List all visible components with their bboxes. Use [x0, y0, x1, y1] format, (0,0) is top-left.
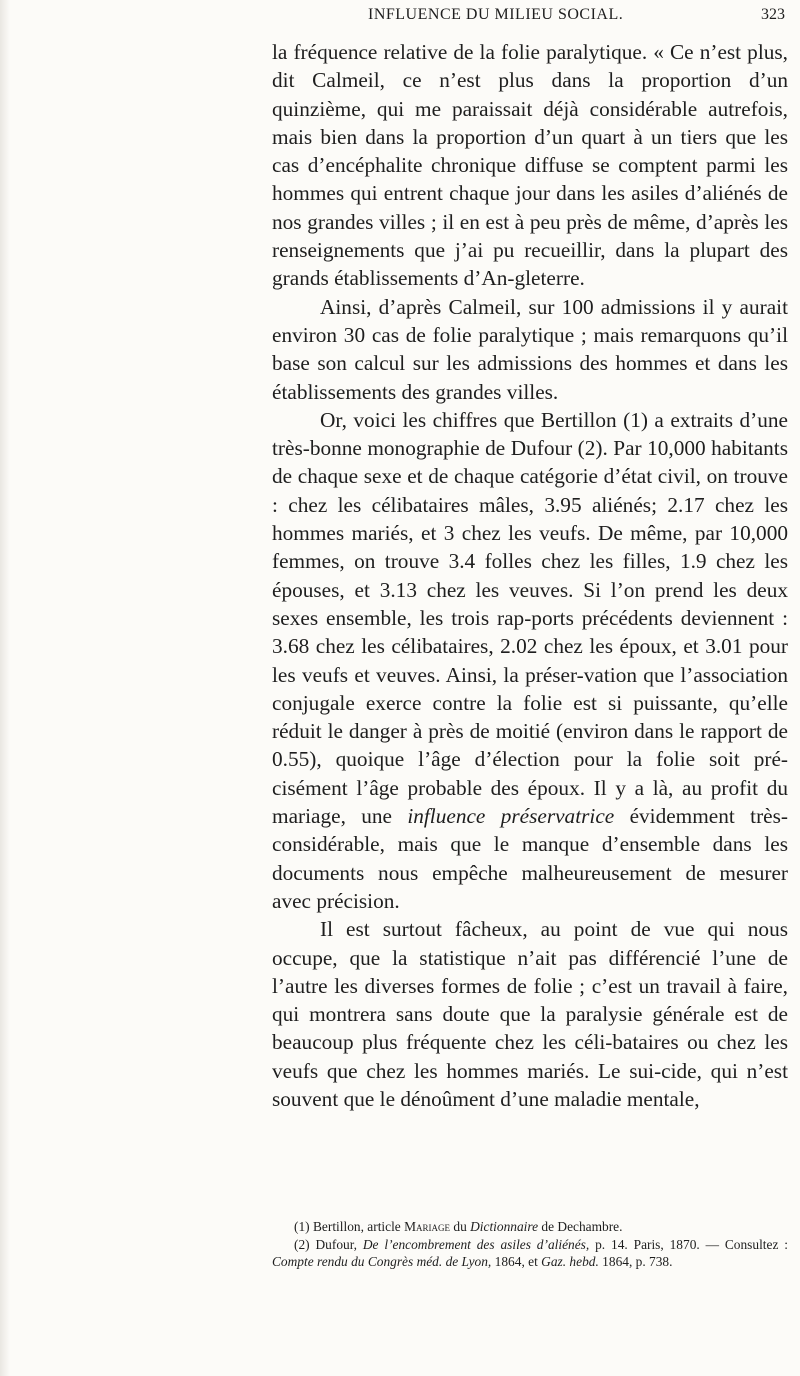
running-title: INFLUENCE DU MILIEU SOCIAL.	[368, 6, 624, 23]
paragraph-3-start: Or, voici les chiffres que Bertillon (1) a extraits d’une très-bonne monographie de Dufour (2). Par 10,000 habitants de chaque sexe et de chaque catégorie d’état civil, on trouve : chez les célibataires mâles, 3.95 aliénés; 2.17 chez les hommes mariés, et 3 chez les veufs. De même, par 10,000 femmes, on trouve 3.4 folles chez les filles, 1.9 chez les épouses, et 3.13 chez les veuves. Si l’on prend les deux sexes ensemble, les trois rap-ports précédents deviennent : 3.68 chez les célibataires, 2.02 chez les époux, et 3.01 pour les veufs et veuves. Ainsi, la préser-vation que l’association conjugale exerce contre la folie est si puissante, qu’elle réduit le danger à près de moitié (environ dans le rapport de 0.55), quoique l’âge d’élection pour la folie soit pré-cisément l’âge probable des époux. Il y a là, au profit du mariage, une	[272, 407, 788, 829]
footnote-1-work: Dictionnaire	[470, 1219, 539, 1234]
footnote-2-rest: p. 14. Paris, 1870. — Consultez :	[595, 1236, 788, 1252]
footnotes	[272, 1218, 788, 1271]
footnote-2-marker: (2)	[294, 1236, 310, 1252]
footnote-1-du: du	[453, 1219, 467, 1234]
scan-shadow-edge	[0, 0, 10, 1376]
paragraph-4: Il est surtout fâcheux, au point de vue qui nous occupe, que la statistique n’ait pas différencié l’une de l’autre les diverses formes de folie ; c’est un travail à faire, qui montrera sans doute que la paralysie générale est de beaucoup plus fréquente chez les céli-bataires ou chez les veufs que chez les hommes mariés. Le sui-cide, qui n’est souvent que le dénoûment d’une maladie mentale,	[272, 917, 788, 1111]
footnote-2-mid: 1864, et	[494, 1254, 538, 1269]
footnote-2-author: Dufour,	[315, 1236, 357, 1252]
paragraph-2: Ainsi, d’après Calmeil, sur 100 admissions il y aurait environ 30 cas de folie paralytique ; mais remarquons qu’il base son calcul sur les admissions des hommes et dans les établissements des grandes villes.	[272, 294, 788, 404]
footnote-1-term: Mariage	[404, 1219, 451, 1234]
footnote-1-author: Bertillon, article	[312, 1219, 401, 1234]
page-number: 323	[761, 6, 785, 23]
body-text	[272, 38, 788, 1113]
footnote-2-journal-2: Gaz. hebd.	[541, 1254, 599, 1269]
footnote-2	[272, 1236, 788, 1271]
footnote-1-marker: (1)	[294, 1219, 310, 1234]
paragraph-3	[272, 406, 788, 915]
footnote-2-end: 1864, p. 738.	[602, 1254, 673, 1269]
footnote-1-rest: de Dechambre.	[541, 1219, 623, 1234]
footnote-2-journal-1: Compte rendu du Congrès méd. de Lyon,	[272, 1254, 492, 1269]
paragraph-3-end: évidemment très-considérable, mais que le manque d’ensemble dans les documents nous empêche malheureusement de mesurer avec précision.	[272, 804, 788, 913]
emphasis-influence-preservatrice: influence préservatrice	[407, 804, 615, 829]
footnote-2-work: De l’encombrement des asiles d’aliénés,	[362, 1236, 590, 1252]
running-head	[0, 4, 800, 34]
footnote-1	[272, 1218, 788, 1236]
paragraph-1: la fréquence relative de la folie paralytique. « Ce n’est plus, dit Calmeil, ce n’est plus dans la proportion d’un quinzième, qui me paraissait déjà considérable autrefois, mais bien dans la proportion d’un quart à un tiers que les cas d’encéphalite chronique diffuse se comptent parmi les hommes qui entrent chaque jour dans les asiles d’aliénés de nos grandes villes ; il en est à peu près de même, d’après les renseignements que j’ai pu recueillir, dans la plupart des grands établissements d’An-gleterre.	[272, 40, 788, 291]
